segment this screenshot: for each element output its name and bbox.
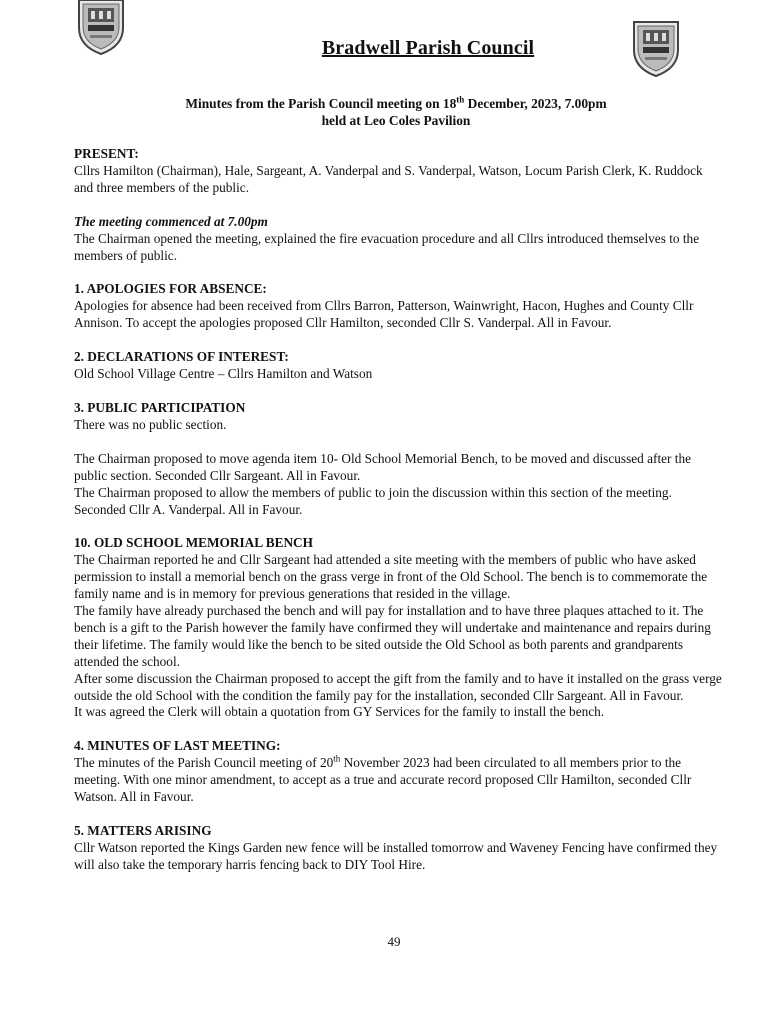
meeting-subtitle — [0, 95, 770, 129]
section-commenced — [74, 214, 724, 265]
section-apologies — [74, 281, 724, 332]
section-text: The family have already purchased the bench and will pay for installation and to have three plaques attached to it. The bench is a gift to the Parish however the family have confirmed they will undertake and maintenance and repairs during their lifetime. The family would like the bench to be sited outside the Old School as both parents and grandparents attended the school. — [74, 603, 711, 669]
subtitle-line-2: held at Leo Coles Pavilion — [321, 113, 471, 128]
subtitle-line-1: Minutes from the Parish Council meeting on 18th December, 2023, 7.00pm — [185, 94, 607, 111]
section-heading: PRESENT: — [74, 146, 139, 161]
section-text: Cllrs Hamilton (Chairman), Hale, Sargeant, A. Vanderpal and S. Vanderpal, Watson, Locum Parish Clerk, K. Ruddock and three members of the public. — [74, 162, 703, 195]
section-declarations — [74, 349, 724, 383]
section-text: It was agreed the Clerk will obtain a quotation from GY Services for the family to install the bench. — [74, 704, 605, 720]
section-text: Old School Village Centre – Cllrs Hamilton and Watson — [74, 366, 373, 382]
section-text: Cllr Watson reported the Kings Garden new fence will be installed tomorrow and Waveney Fencing have confirmed they will also take the temporary harris fencing back to DIY Tool Hire. — [74, 839, 718, 872]
section-proposals — [74, 451, 724, 519]
section-heading: 3. PUBLIC PARTICIPATION — [74, 399, 246, 415]
section-heading: 5. MATTERS ARISING — [74, 823, 212, 838]
section-minutes-last-meeting — [74, 738, 724, 806]
section-present — [74, 146, 724, 197]
document-title: Bradwell Parish Council — [321, 37, 535, 59]
section-text: The Chairman proposed to move agenda item 10- Old School Memorial Bench, to be moved and discussed after the public section. Seconded Cllr Sargeant. All in Favour. — [74, 450, 692, 483]
section-text: After some discussion the Chairman proposed to accept the gift from the family and to have it installed on the grass verge outside the old School with the condition the family pay for the installation, seconded Cllr Sargeant. All in Favour. — [74, 670, 722, 703]
section-heading: 4. MINUTES OF LAST MEETING: — [74, 738, 281, 754]
section-heading: The meeting commenced at 7.00pm — [74, 213, 268, 229]
minutes-body — [74, 146, 724, 891]
section-public-participation — [74, 400, 724, 434]
section-text: The Chairman opened the meeting, explained the fire evacuation procedure and all Cllrs introduced themselves to the members of public. — [74, 230, 700, 263]
section-text: There was no public section. — [74, 416, 227, 432]
section-memorial-bench — [74, 535, 724, 721]
page-number: 49 — [387, 934, 401, 949]
section-matters-arising — [74, 823, 724, 874]
section-text: The Chairman reported he and Cllr Sargeant had attended a site meeting with the members of public who have asked permission to install a memorial bench on the grass verge in front of the Old School. The bench is to commemorate the family name and is in memory for previous generations that resided in the village. — [74, 552, 708, 602]
section-text: The Chairman proposed to allow the members of public to join the discussion within this section of the meeting. Seconded Cllr A. Vanderpal. All in Favour. — [74, 484, 672, 517]
section-text: The minutes of the Parish Council meeting of 20th November 2023 had been circulated to all members prior to the meeting. With one minor amendment, to accept as a true and accurate record proposed Cllr Hamilton, seconded Cllr Watson. All in Favour. — [74, 753, 692, 805]
section-heading: 10. OLD SCHOOL MEMORIAL BENCH — [74, 535, 314, 551]
section-text: Apologies for absence had been received from Cllrs Barron, Patterson, Wainwright, Hacon, Hughes and County Cllr Annison. To accept the apologies proposed Cllr Hamilton, seconded Cllr S. Vanderpal. All in Favour. — [74, 298, 694, 331]
section-heading: 1. APOLOGIES FOR ABSENCE: — [74, 281, 267, 297]
section-heading: 2. DECLARATIONS OF INTEREST: — [74, 349, 289, 365]
